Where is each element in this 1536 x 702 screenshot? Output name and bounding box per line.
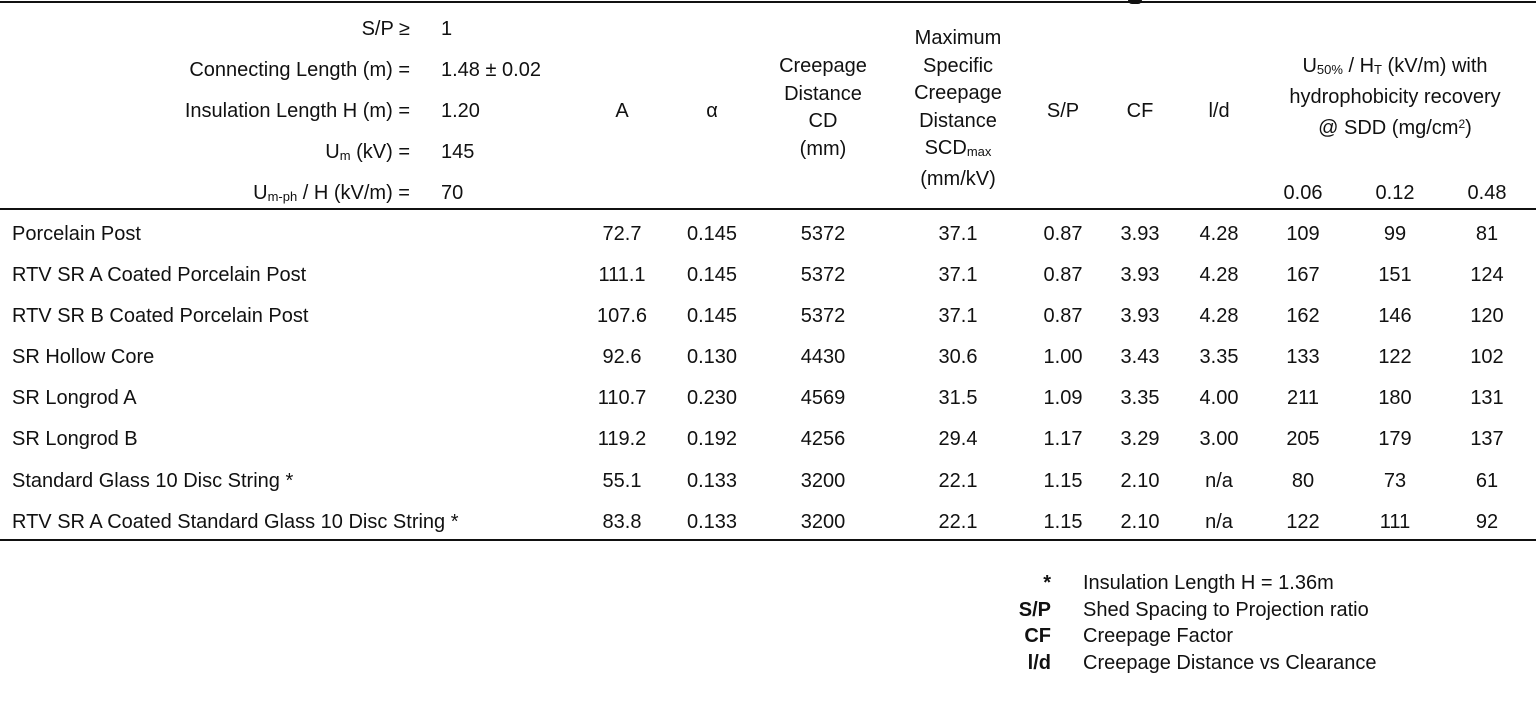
header-u50-line3: [1289, 111, 1500, 143]
ht-subscript: T: [1374, 62, 1382, 77]
param-value-um: 145: [441, 141, 475, 163]
cell-ld: 3.35: [1199, 346, 1239, 368]
cell-ld: 4.28: [1199, 305, 1239, 327]
legend-text: Insulation Length H = 1.36m: [1083, 572, 1334, 594]
header-creepage-distance: [779, 53, 867, 163]
header-scd-line2: Specific: [922, 54, 994, 77]
cell-sp: 0.87: [1043, 223, 1083, 245]
legend-key: S/P: [1018, 598, 1051, 621]
cell-alpha: 0.130: [686, 346, 738, 368]
legend-text: Creepage Factor: [1083, 625, 1234, 647]
cell-ld: 4.28: [1199, 223, 1239, 245]
cell-scd: 37.1: [938, 223, 978, 245]
param-value-sp: 1: [441, 18, 453, 40]
cell-cf: 3.93: [1120, 264, 1160, 286]
cell-sp: 1.15: [1043, 511, 1083, 533]
cell-scd: 30.6: [938, 346, 978, 368]
cell-u048: 131: [1470, 387, 1504, 409]
cell-cf: 3.29: [1120, 428, 1160, 450]
table-row: [0, 512, 1536, 553]
cell-alpha: 0.230: [686, 387, 738, 409]
cell-alpha: 0.145: [686, 223, 738, 245]
header-scd-symbol: [914, 135, 1002, 166]
header-ld: l/d: [1208, 100, 1230, 122]
cell-u048: 81: [1475, 223, 1499, 245]
u50-rest: (kV/m) with: [1382, 55, 1488, 77]
cell-cd: 3200: [800, 511, 846, 533]
cell-A: 110.7: [597, 387, 647, 409]
row-name: Porcelain Post: [12, 223, 141, 245]
table-row: [0, 265, 1536, 306]
sdd-superscript: 2: [1458, 117, 1466, 131]
param-label-connecting-length: Connecting Length (m) =: [189, 59, 410, 81]
cell-ld: 4.00: [1199, 387, 1239, 409]
table-row: [0, 429, 1536, 470]
um-unit: (kV) =: [350, 141, 410, 163]
cell-A: 55.1: [602, 470, 642, 492]
legend-text: Creepage Distance vs Clearance: [1083, 651, 1377, 674]
cell-A: 92.6: [602, 346, 642, 368]
cell-scd: 37.1: [938, 264, 978, 286]
cell-scd: 22.1: [938, 511, 978, 533]
cell-cd: 4256: [800, 428, 846, 450]
header-cd-line1: Creepage: [779, 55, 867, 77]
cell-sp: 0.87: [1043, 305, 1083, 327]
cell-cd: 5372: [800, 264, 846, 286]
header-scd-line4: Distance: [919, 109, 997, 132]
param-label-um: [325, 142, 410, 162]
param-label-insulation-length: Insulation Length H (m) =: [184, 100, 410, 122]
cell-alpha: 0.133: [686, 470, 738, 492]
header-a: A: [615, 100, 629, 122]
header-scd-unit: (mm/kV): [920, 167, 996, 190]
cell-alpha: 0.133: [686, 511, 738, 533]
cropped-title-fragment: [1128, 0, 1142, 4]
um-subscript: m: [339, 148, 351, 163]
cell-A: 83.8: [602, 511, 642, 533]
param-value-umph-h: 70: [441, 182, 464, 204]
legend-key: *: [1043, 572, 1051, 594]
cell-u048: 102: [1470, 346, 1504, 368]
header-cd-line4: (mm): [799, 137, 847, 160]
cell-u006: 205: [1286, 428, 1320, 450]
cell-scd: 37.1: [938, 305, 978, 327]
row-name: RTV SR A Coated Standard Glass 10 Disc String *: [12, 511, 459, 533]
cell-alpha: 0.192: [686, 428, 738, 450]
cell-u006: 167: [1286, 264, 1320, 286]
scd-symbol-main: SCD: [924, 137, 967, 159]
cell-sp: 1.09: [1043, 387, 1083, 409]
header-u50-hydrophobicity: [1289, 53, 1500, 143]
table-row: [0, 471, 1536, 512]
cell-u012: 179: [1378, 428, 1412, 450]
table-top-rule: [0, 1, 1536, 3]
cell-u006: 80: [1291, 470, 1315, 492]
cell-u048: 137: [1470, 428, 1504, 450]
cell-u012: 151: [1378, 264, 1412, 286]
cell-ld: 3.00: [1199, 428, 1239, 450]
param-label-umph-h: [253, 183, 410, 203]
cell-scd: 31.5: [938, 387, 978, 409]
cell-alpha: 0.145: [686, 305, 738, 327]
cell-u012: 99: [1383, 223, 1407, 245]
header-cd-line2: Distance: [784, 82, 862, 105]
cell-sp: 1.17: [1043, 428, 1083, 450]
cell-u012: 122: [1378, 346, 1412, 368]
row-name: SR Longrod A: [12, 387, 137, 409]
cell-scd: 29.4: [938, 428, 978, 450]
header-u50-line2: hydrophobicity recovery: [1289, 85, 1501, 108]
header-u50-line1: [1289, 53, 1500, 84]
header-sdd-048: 0.48: [1467, 182, 1507, 204]
cell-u012: 111: [1379, 511, 1411, 533]
header-scd-line1: Maximum: [914, 27, 1002, 49]
table-row: [0, 306, 1536, 347]
param-label-sp: S/P ≥: [361, 18, 410, 40]
header-max-specific-creepage: [914, 25, 1002, 193]
cell-alpha: 0.145: [686, 264, 738, 286]
cell-u006: 109: [1286, 223, 1320, 245]
row-name: SR Hollow Core: [12, 346, 155, 368]
cell-A: 107.6: [596, 305, 648, 327]
umph-unit: / H (kV/m) =: [297, 182, 410, 204]
table-row: [0, 224, 1536, 265]
table-header-rule: [0, 208, 1536, 210]
cell-cf: 2.10: [1120, 470, 1160, 492]
scd-symbol-sub: max: [966, 144, 992, 159]
header-cd-line3: CD: [808, 110, 838, 132]
u50-mid: / H: [1342, 55, 1375, 77]
row-name: RTV SR A Coated Porcelain Post: [12, 264, 307, 286]
row-name: SR Longrod B: [12, 428, 138, 450]
header-alpha: α: [706, 100, 718, 122]
legend-text: Shed Spacing to Projection ratio: [1083, 598, 1369, 621]
cell-u048: 92: [1475, 511, 1499, 533]
header-sdd-012: 0.12: [1375, 182, 1415, 204]
cell-cd: 5372: [800, 223, 846, 245]
cell-A: 72.7: [602, 223, 642, 245]
cell-u048: 124: [1470, 264, 1504, 286]
header-cf: CF: [1126, 100, 1154, 122]
cell-sp: 0.87: [1043, 264, 1083, 286]
cell-cf: 3.43: [1120, 346, 1160, 368]
um-symbol: U: [325, 141, 340, 163]
umph-symbol: U: [253, 182, 268, 204]
umph-subscript: m-ph: [267, 189, 298, 204]
header-sp: S/P: [1046, 100, 1080, 122]
cell-A: 119.2: [597, 428, 647, 450]
cell-u006: 211: [1287, 387, 1319, 409]
u50-symbol: U: [1302, 55, 1317, 77]
cell-A: 111.1: [598, 264, 646, 286]
cell-u012: 146: [1378, 305, 1412, 327]
cell-u012: 180: [1378, 387, 1412, 409]
cell-u006: 122: [1286, 511, 1320, 533]
cell-sp: 1.15: [1043, 470, 1083, 492]
cell-cd: 3200: [800, 470, 846, 492]
cell-u048: 61: [1475, 470, 1499, 492]
table-row: [0, 347, 1536, 388]
cell-ld: n/a: [1205, 511, 1233, 533]
cell-u006: 162: [1286, 305, 1320, 327]
sdd-close: ): [1465, 117, 1472, 139]
cell-ld: 4.28: [1199, 264, 1239, 286]
param-value-insulation-length: 1.20: [441, 100, 480, 122]
cell-u006: 133: [1286, 346, 1320, 368]
row-name: Standard Glass 10 Disc String *: [12, 470, 294, 492]
cell-u048: 120: [1470, 305, 1504, 327]
cell-cd: 4430: [800, 346, 846, 368]
cell-cd: 5372: [800, 305, 846, 327]
cell-cf: 2.10: [1120, 511, 1160, 533]
cell-scd: 22.1: [938, 470, 978, 492]
header-scd-line3: Creepage: [914, 82, 1002, 104]
u50-subscript: 50%: [1316, 62, 1343, 77]
cell-ld: n/a: [1205, 470, 1233, 492]
cell-cd: 4569: [800, 387, 846, 409]
table-row: [0, 388, 1536, 429]
cell-u012: 73: [1383, 470, 1407, 492]
cell-cf: 3.35: [1120, 387, 1160, 409]
cell-cf: 3.93: [1120, 305, 1160, 327]
cell-sp: 1.00: [1043, 346, 1083, 368]
legend-key: CF: [1024, 625, 1051, 647]
header-sdd-006: 0.06: [1283, 182, 1323, 204]
sdd-label: @ SDD (mg/cm: [1318, 117, 1459, 139]
row-name: RTV SR B Coated Porcelain Post: [12, 305, 309, 327]
cell-cf: 3.93: [1120, 223, 1160, 245]
legend-key: l/d: [1027, 651, 1051, 674]
param-value-connecting-length: 1.48 ± 0.02: [441, 59, 541, 81]
